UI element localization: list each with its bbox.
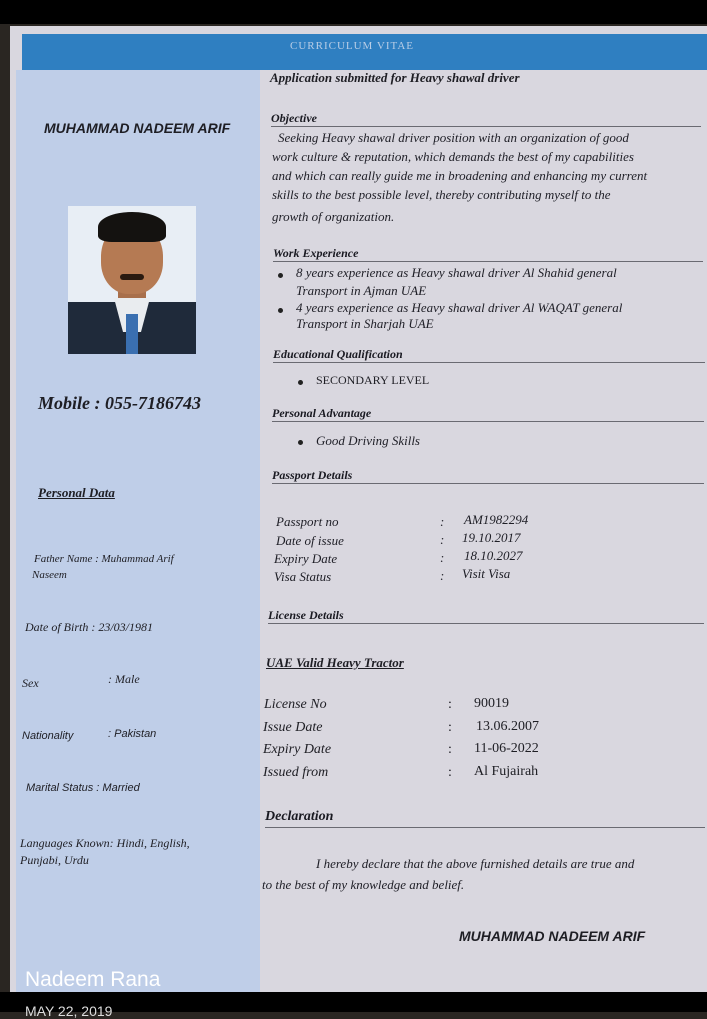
- declaration-text-cont: to the best of my knowledge and belief.: [262, 877, 465, 892]
- license-value: 90019: [474, 696, 509, 711]
- work-item-cont: Transport in Ajman UAE: [296, 283, 427, 298]
- nationality-label: Nationality: [22, 730, 74, 742]
- objective-rule: [271, 126, 701, 127]
- license-details-title: License Details: [268, 608, 344, 622]
- colon: :: [440, 532, 445, 547]
- work-rule: [273, 261, 703, 262]
- personal-data-title: Personal Data: [38, 485, 115, 500]
- license-value: 13.06.2007: [476, 719, 539, 734]
- sex-value: : Male: [108, 672, 140, 686]
- colon: :: [440, 514, 445, 529]
- top-black-bar: [0, 0, 707, 24]
- bullet-icon: [298, 440, 303, 445]
- languages-known-cont: Punjabi, Urdu: [20, 853, 89, 867]
- education-title: Educational Qualification: [273, 347, 403, 361]
- passport-value: AM1982294: [464, 512, 529, 527]
- license-rule: [268, 623, 704, 624]
- mobile-number: Mobile : 055-7186743: [38, 393, 201, 413]
- declaration-rule: [265, 827, 705, 828]
- objective-line: work culture & reputation, which demands the best of my capabilities: [272, 149, 634, 164]
- objective-line: and which can really guide me in broadening and enhancing my current: [272, 168, 648, 183]
- passport-value: Visit Visa: [462, 566, 511, 581]
- passport-label: Passport no: [276, 514, 339, 529]
- banner-title: CURRICULUM VITAE: [290, 40, 415, 52]
- father-name: Father Name : Muhammad Arif: [34, 553, 174, 565]
- license-subtitle: UAE Valid Heavy Tractor: [266, 655, 404, 670]
- father-name-cont: Naseem: [32, 569, 67, 581]
- advantage-rule: [272, 421, 704, 422]
- application-title: Application submitted for Heavy shawal driver: [270, 70, 520, 85]
- objective-title: Objective: [271, 111, 317, 125]
- colon: :: [448, 697, 452, 712]
- personal-advantage-title: Personal Advantage: [272, 406, 372, 420]
- advantage-item: Good Driving Skills: [316, 433, 420, 448]
- colon: :: [448, 742, 452, 757]
- profile-photo: [68, 206, 196, 354]
- colon: :: [440, 568, 445, 583]
- license-label: Issued from: [263, 765, 329, 780]
- colon: :: [448, 765, 452, 780]
- passport-rule: [272, 483, 704, 484]
- education-rule: [273, 362, 705, 363]
- license-label: License No: [264, 697, 327, 712]
- sex-label: Sex: [22, 676, 39, 690]
- objective-line: Seeking Heavy shawal driver position with an organization of good: [278, 130, 629, 145]
- objective-line: skills to the best possible level, thereby contributing myself to the: [272, 187, 611, 202]
- author-name: Nadeem Rana: [25, 968, 161, 991]
- work-item: 4 years experience as Heavy shawal driver Al WAQAT general: [296, 300, 623, 315]
- applicant-name: MUHAMMAD NADEEM ARIF: [44, 120, 231, 136]
- passport-value: 19.10.2017: [462, 530, 521, 545]
- marital-status: Marital Status : Married: [26, 782, 140, 794]
- work-item: 8 years experience as Heavy shawal driver Al Shahid general: [296, 265, 617, 280]
- declaration-title: Declaration: [265, 809, 334, 824]
- objective-line: growth of organization.: [272, 209, 395, 224]
- license-label: Issue Date: [263, 720, 323, 735]
- license-value: 11-06-2022: [474, 741, 539, 756]
- bullet-icon: [278, 308, 283, 313]
- passport-label: Visa Status: [274, 569, 332, 584]
- passport-label: Date of issue: [276, 533, 344, 548]
- languages-known: Languages Known: Hindi, English,: [20, 836, 190, 850]
- colon: :: [448, 720, 452, 735]
- nationality-value: : Pakistan: [108, 728, 157, 740]
- passport-label: Expiry Date: [274, 551, 338, 566]
- work-item-cont: Transport in Sharjah UAE: [296, 316, 434, 331]
- license-label: Expiry Date: [263, 742, 332, 757]
- education-item: SECONDARY LEVEL: [316, 373, 430, 387]
- license-value: Al Fujairah: [474, 764, 539, 779]
- work-experience-title: Work Experience: [273, 246, 359, 260]
- signature-name: MUHAMMAD NADEEM ARIF: [459, 928, 646, 944]
- post-date: MAY 22, 2019: [25, 1003, 113, 1019]
- bullet-icon: [298, 380, 303, 385]
- declaration-text: I hereby declare that the above furnished details are true and: [316, 856, 635, 871]
- bullet-icon: [278, 273, 283, 278]
- passport-details-title: Passport Details: [272, 468, 353, 482]
- passport-value: 18.10.2027: [464, 548, 523, 563]
- colon: :: [440, 550, 445, 565]
- date-of-birth: Date of Birth : 23/03/1981: [25, 620, 153, 634]
